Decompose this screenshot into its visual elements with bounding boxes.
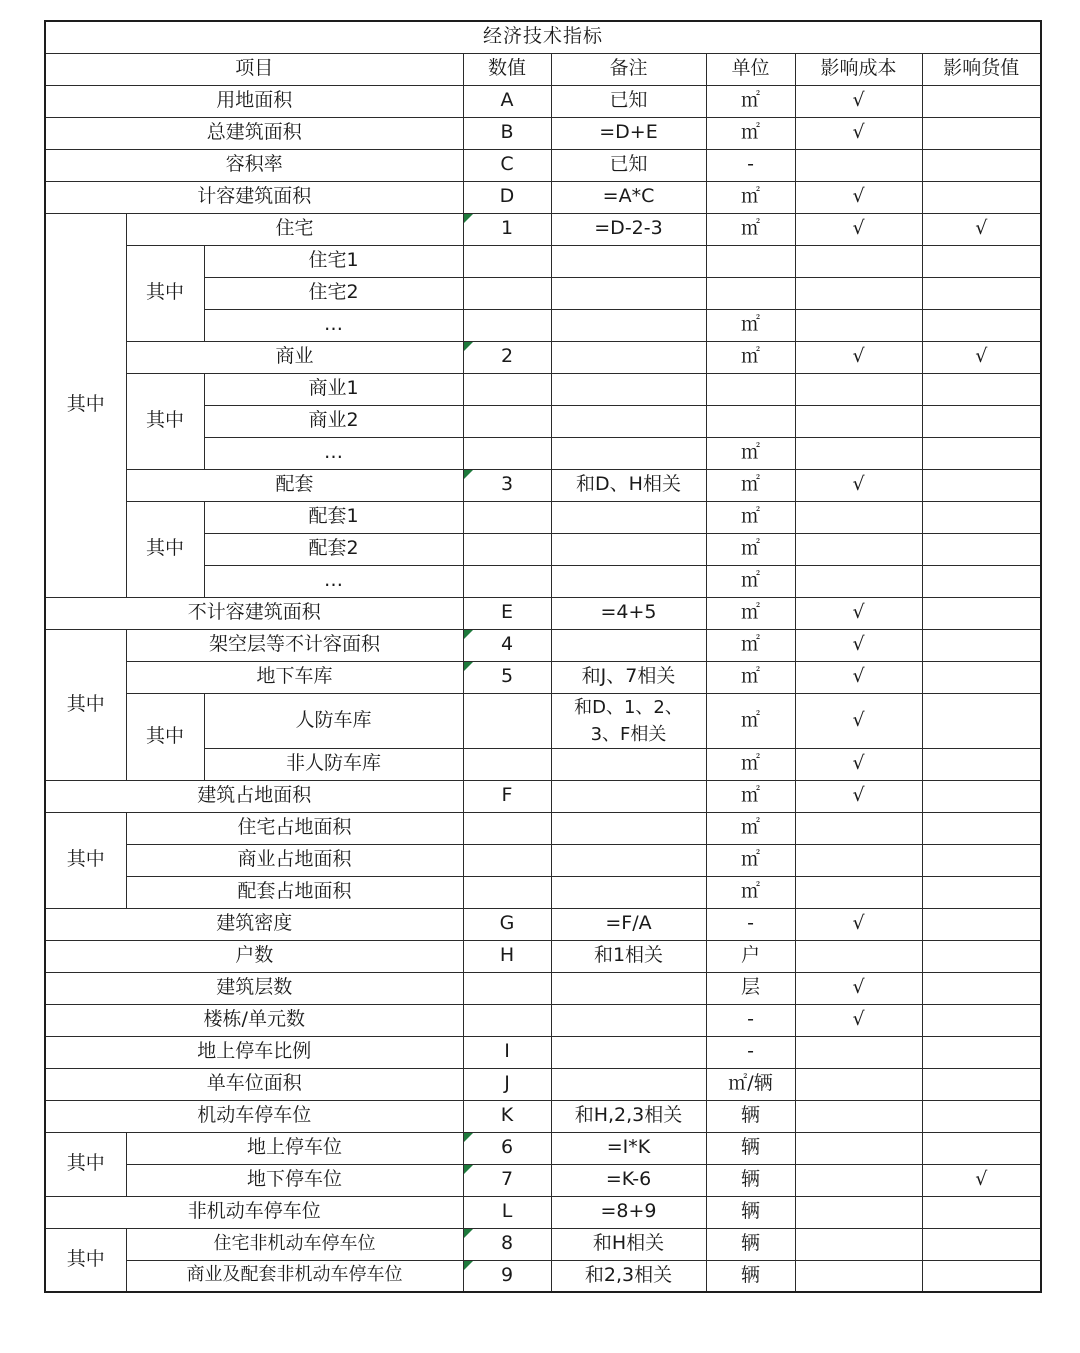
table-row: [45, 972, 1041, 1004]
row-remark: [551, 437, 706, 469]
row-unit: 层: [706, 972, 795, 1004]
row-affect-cost: √: [795, 1004, 922, 1036]
row-item-label: 住宅2: [204, 277, 463, 309]
row-value: L: [463, 1196, 551, 1228]
table-row: [45, 693, 1041, 748]
row-item-label: 架空层等不计容面积: [126, 629, 463, 661]
row-affect-value: [922, 1196, 1041, 1228]
row-unit: ㎡: [706, 501, 795, 533]
row-affect-value: [922, 780, 1041, 812]
row-remark: 和H相关: [551, 1228, 706, 1260]
row-affect-value: [922, 1132, 1041, 1164]
row-value: [463, 844, 551, 876]
table-row: [45, 245, 1041, 277]
table-row: [45, 661, 1041, 693]
row-value: C: [463, 149, 551, 181]
row-unit: [706, 277, 795, 309]
column-header-unit: 单位: [706, 53, 795, 85]
row-affect-value: [922, 597, 1041, 629]
row-item-label: 建筑占地面积: [45, 780, 463, 812]
row-value: E: [463, 597, 551, 629]
table-row: [45, 1260, 1041, 1292]
row-value: A: [463, 85, 551, 117]
row-item-label: 用地面积: [45, 85, 463, 117]
row-affect-value: [922, 85, 1041, 117]
table-row: [45, 597, 1041, 629]
row-unit: ㎡: [706, 181, 795, 213]
row-item-label: 住宅占地面积: [126, 812, 463, 844]
row-value: 4: [463, 629, 551, 661]
row-value: F: [463, 780, 551, 812]
row-remark: =D+E: [551, 117, 706, 149]
row-affect-cost: [795, 309, 922, 341]
row-remark: [551, 405, 706, 437]
row-value: 2: [463, 341, 551, 373]
row-remark: [551, 693, 706, 748]
row-affect-value: [922, 629, 1041, 661]
row-remark: =8+9: [551, 1196, 706, 1228]
row-affect-cost: √: [795, 469, 922, 501]
group-label-qizhong-level2: 其中: [126, 373, 204, 469]
row-item-label: 容积率: [45, 149, 463, 181]
row-remark: 和D、H相关: [551, 469, 706, 501]
row-affect-cost: [795, 1036, 922, 1068]
row-remark: [551, 309, 706, 341]
row-item-label: 住宅1: [204, 245, 463, 277]
row-unit: ㎡: [706, 469, 795, 501]
row-value: 8: [463, 1228, 551, 1260]
row-remark: [551, 629, 706, 661]
row-unit: ㎡: [706, 844, 795, 876]
row-affect-cost: [795, 437, 922, 469]
row-unit: -: [706, 149, 795, 181]
table-row: [45, 876, 1041, 908]
row-affect-cost: [795, 940, 922, 972]
row-affect-value: √: [922, 213, 1041, 245]
row-unit: ㎡: [706, 85, 795, 117]
row-remark: [551, 972, 706, 1004]
table-row: [45, 1100, 1041, 1132]
row-unit: 辆: [706, 1260, 795, 1292]
column-header-remark: 备注: [551, 53, 706, 85]
row-affect-value: [922, 972, 1041, 1004]
table-title-row: [45, 21, 1041, 53]
row-unit: ㎡: [706, 309, 795, 341]
table-row: [45, 1068, 1041, 1100]
economic-indicator-table: [44, 20, 1042, 1293]
table-row: [45, 501, 1041, 533]
group-label-qizhong-level2: 其中: [126, 693, 204, 780]
table-row: [45, 1132, 1041, 1164]
table-header-row: [45, 53, 1041, 85]
row-value: [463, 812, 551, 844]
row-value: [463, 565, 551, 597]
row-item-label: 人防车库: [204, 693, 463, 748]
row-item-label: 非机动车停车位: [45, 1196, 463, 1228]
row-value: 3: [463, 469, 551, 501]
row-item-label: 住宅: [126, 213, 463, 245]
row-unit: ㎡: [706, 597, 795, 629]
row-value: 1: [463, 213, 551, 245]
row-affect-value: [922, 405, 1041, 437]
row-value: B: [463, 117, 551, 149]
row-item-label: 商业占地面积: [126, 844, 463, 876]
row-affect-cost: [795, 565, 922, 597]
row-item-label: 住宅非机动车停车位: [126, 1228, 463, 1260]
row-unit: ㎡: [706, 812, 795, 844]
row-affect-cost: [795, 1100, 922, 1132]
row-item-label: 商业: [126, 341, 463, 373]
table-row: [45, 149, 1041, 181]
row-unit: 辆: [706, 1196, 795, 1228]
row-unit: ㎡: [706, 661, 795, 693]
row-value: [463, 972, 551, 1004]
row-value: H: [463, 940, 551, 972]
row-affect-value: [922, 940, 1041, 972]
row-affect-cost: [795, 373, 922, 405]
row-item-label: 地下车库: [126, 661, 463, 693]
column-header-affect-value: 影响货值: [922, 53, 1041, 85]
row-affect-cost: √: [795, 117, 922, 149]
row-affect-cost: √: [795, 748, 922, 780]
row-value: [463, 277, 551, 309]
row-unit: 辆: [706, 1228, 795, 1260]
row-affect-value: [922, 693, 1041, 748]
row-value: [463, 533, 551, 565]
row-value: 7: [463, 1164, 551, 1196]
row-unit: ㎡: [706, 341, 795, 373]
column-header-item: 项目: [45, 53, 463, 85]
table-row: [45, 181, 1041, 213]
page-title: 经济技术指标: [45, 21, 1041, 53]
group-label-qizhong-level2: 其中: [126, 245, 204, 341]
row-affect-cost: [795, 1132, 922, 1164]
row-item-label: 地上停车位: [126, 1132, 463, 1164]
row-unit: 户: [706, 940, 795, 972]
row-remark-line-2: 3、F相关: [590, 723, 667, 745]
row-unit: ㎡: [706, 213, 795, 245]
row-item-label: 不计容建筑面积: [45, 597, 463, 629]
row-remark: [551, 780, 706, 812]
row-item-label: 户数: [45, 940, 463, 972]
row-affect-value: [922, 1100, 1041, 1132]
table-row: [45, 1004, 1041, 1036]
row-affect-value: [922, 245, 1041, 277]
row-unit: 辆: [706, 1132, 795, 1164]
row-unit: [706, 405, 795, 437]
row-remark: [551, 501, 706, 533]
row-unit: [706, 373, 795, 405]
row-affect-value: [922, 309, 1041, 341]
row-affect-value: √: [922, 341, 1041, 373]
row-remark: 和H,2,3相关: [551, 1100, 706, 1132]
row-affect-value: [922, 908, 1041, 940]
row-value: J: [463, 1068, 551, 1100]
row-remark: [551, 373, 706, 405]
row-item-label: 地上停车比例: [45, 1036, 463, 1068]
row-unit: ㎡/辆: [706, 1068, 795, 1100]
row-affect-cost: [795, 245, 922, 277]
row-remark: [551, 1036, 706, 1068]
row-remark: [551, 341, 706, 373]
row-affect-cost: √: [795, 780, 922, 812]
row-item-label: 计容建筑面积: [45, 181, 463, 213]
table-row: [45, 1196, 1041, 1228]
row-item-label: …: [204, 437, 463, 469]
row-value: [463, 876, 551, 908]
row-unit: ㎡: [706, 748, 795, 780]
row-affect-cost: [795, 405, 922, 437]
table-row: [45, 780, 1041, 812]
row-value: [463, 405, 551, 437]
row-unit: 辆: [706, 1164, 795, 1196]
row-value: [463, 693, 551, 748]
row-affect-cost: [795, 844, 922, 876]
row-remark: [551, 1004, 706, 1036]
row-affect-cost: [795, 1196, 922, 1228]
row-affect-cost: √: [795, 629, 922, 661]
row-affect-cost: [795, 533, 922, 565]
table-row: [45, 117, 1041, 149]
row-affect-value: [922, 1036, 1041, 1068]
row-item-label: 机动车停车位: [45, 1100, 463, 1132]
column-header-value: 数值: [463, 53, 551, 85]
row-value: D: [463, 181, 551, 213]
row-affect-value: [922, 1068, 1041, 1100]
row-item-label: 总建筑面积: [45, 117, 463, 149]
row-affect-cost: [795, 277, 922, 309]
row-remark: [551, 876, 706, 908]
table-row: [45, 373, 1041, 405]
row-item-label: 配套1: [204, 501, 463, 533]
row-value: [463, 1004, 551, 1036]
row-remark: 和2,3相关: [551, 1260, 706, 1292]
row-remark: 和1相关: [551, 940, 706, 972]
table-row: [45, 469, 1041, 501]
econ-indicator-sheet: [44, 20, 1040, 1293]
row-item-label: 建筑密度: [45, 908, 463, 940]
row-remark: [551, 748, 706, 780]
row-item-label: 地下停车位: [126, 1164, 463, 1196]
table-row: [45, 1228, 1041, 1260]
row-affect-value: [922, 1260, 1041, 1292]
row-remark-line-1: 和D、1、2、: [574, 696, 683, 718]
row-unit: -: [706, 1004, 795, 1036]
row-remark: =K-6: [551, 1164, 706, 1196]
row-affect-value: [922, 469, 1041, 501]
row-remark: =A*C: [551, 181, 706, 213]
row-affect-cost: [795, 1068, 922, 1100]
row-affect-value: [922, 812, 1041, 844]
row-remark: 已知: [551, 149, 706, 181]
group-label-qizhong-level1: 其中: [45, 213, 126, 597]
table-row: [45, 341, 1041, 373]
row-value: [463, 748, 551, 780]
row-affect-cost: [795, 1228, 922, 1260]
row-item-label: 商业2: [204, 405, 463, 437]
row-affect-cost: √: [795, 85, 922, 117]
row-item-label: 配套2: [204, 533, 463, 565]
row-remark: [551, 812, 706, 844]
table-row: [45, 1164, 1041, 1196]
row-item-label: …: [204, 565, 463, 597]
row-item-label: 非人防车库: [204, 748, 463, 780]
row-affect-value: [922, 1228, 1041, 1260]
group-label-qizhong-level1: 其中: [45, 629, 126, 780]
row-affect-value: [922, 437, 1041, 469]
row-affect-value: √: [922, 1164, 1041, 1196]
row-remark: [551, 533, 706, 565]
row-item-label: 配套: [126, 469, 463, 501]
row-value: I: [463, 1036, 551, 1068]
row-affect-value: [922, 181, 1041, 213]
row-remark: [551, 1068, 706, 1100]
table-row: [45, 213, 1041, 245]
row-remark: [551, 565, 706, 597]
row-affect-cost: √: [795, 181, 922, 213]
row-value: [463, 437, 551, 469]
row-remark: =D-2-3: [551, 213, 706, 245]
row-value: [463, 373, 551, 405]
row-affect-cost: [795, 501, 922, 533]
row-affect-cost: [795, 149, 922, 181]
row-affect-cost: √: [795, 597, 922, 629]
row-item-label: …: [204, 309, 463, 341]
table-row: [45, 908, 1041, 940]
row-value: G: [463, 908, 551, 940]
row-item-label: 建筑层数: [45, 972, 463, 1004]
row-unit: ㎡: [706, 117, 795, 149]
row-affect-cost: [795, 1164, 922, 1196]
row-unit: ㎡: [706, 437, 795, 469]
row-unit: ㎡: [706, 876, 795, 908]
row-value: 9: [463, 1260, 551, 1292]
row-value: 5: [463, 661, 551, 693]
row-affect-cost: √: [795, 661, 922, 693]
row-remark: 已知: [551, 85, 706, 117]
row-remark: [551, 277, 706, 309]
row-unit: ㎡: [706, 629, 795, 661]
table-row: [45, 812, 1041, 844]
row-affect-value: [922, 876, 1041, 908]
table-row: [45, 844, 1041, 876]
row-remark: =4+5: [551, 597, 706, 629]
row-affect-value: [922, 844, 1041, 876]
row-value: [463, 245, 551, 277]
row-remark: [551, 844, 706, 876]
row-unit: [706, 245, 795, 277]
group-label-qizhong-level1: 其中: [45, 1132, 126, 1196]
row-affect-value: [922, 373, 1041, 405]
column-header-affect-cost: 影响成本: [795, 53, 922, 85]
row-item-label: 商业1: [204, 373, 463, 405]
row-value: [463, 501, 551, 533]
row-affect-value: [922, 748, 1041, 780]
row-affect-value: [922, 501, 1041, 533]
row-unit: ㎡: [706, 780, 795, 812]
row-value: K: [463, 1100, 551, 1132]
row-remark: 和J、7相关: [551, 661, 706, 693]
row-affect-value: [922, 1004, 1041, 1036]
row-unit: ㎡: [706, 693, 795, 748]
table-row: [45, 629, 1041, 661]
row-value: 6: [463, 1132, 551, 1164]
row-value: [463, 309, 551, 341]
row-affect-value: [922, 277, 1041, 309]
row-affect-cost: [795, 1260, 922, 1292]
row-remark: =F/A: [551, 908, 706, 940]
row-item-label: 商业及配套非机动车停车位: [126, 1260, 463, 1292]
row-unit: 辆: [706, 1100, 795, 1132]
row-unit: -: [706, 908, 795, 940]
table-row: [45, 940, 1041, 972]
row-item-label: 单车位面积: [45, 1068, 463, 1100]
row-unit: -: [706, 1036, 795, 1068]
row-affect-value: [922, 661, 1041, 693]
row-unit: ㎡: [706, 533, 795, 565]
row-affect-value: [922, 533, 1041, 565]
row-affect-cost: √: [795, 341, 922, 373]
row-affect-cost: √: [795, 213, 922, 245]
row-remark: [551, 245, 706, 277]
table-row: [45, 85, 1041, 117]
row-item-label: 配套占地面积: [126, 876, 463, 908]
row-remark: =I*K: [551, 1132, 706, 1164]
row-item-label: 楼栋/单元数: [45, 1004, 463, 1036]
group-label-qizhong-level1: 其中: [45, 1228, 126, 1292]
row-affect-cost: [795, 812, 922, 844]
row-affect-value: [922, 117, 1041, 149]
row-affect-value: [922, 565, 1041, 597]
row-affect-cost: √: [795, 908, 922, 940]
group-label-qizhong-level2: 其中: [126, 501, 204, 597]
row-affect-cost: [795, 876, 922, 908]
group-label-qizhong-level1: 其中: [45, 812, 126, 908]
row-affect-cost: √: [795, 972, 922, 1004]
row-affect-value: [922, 149, 1041, 181]
row-affect-cost: √: [795, 693, 922, 748]
table-row: [45, 1036, 1041, 1068]
row-unit: ㎡: [706, 565, 795, 597]
